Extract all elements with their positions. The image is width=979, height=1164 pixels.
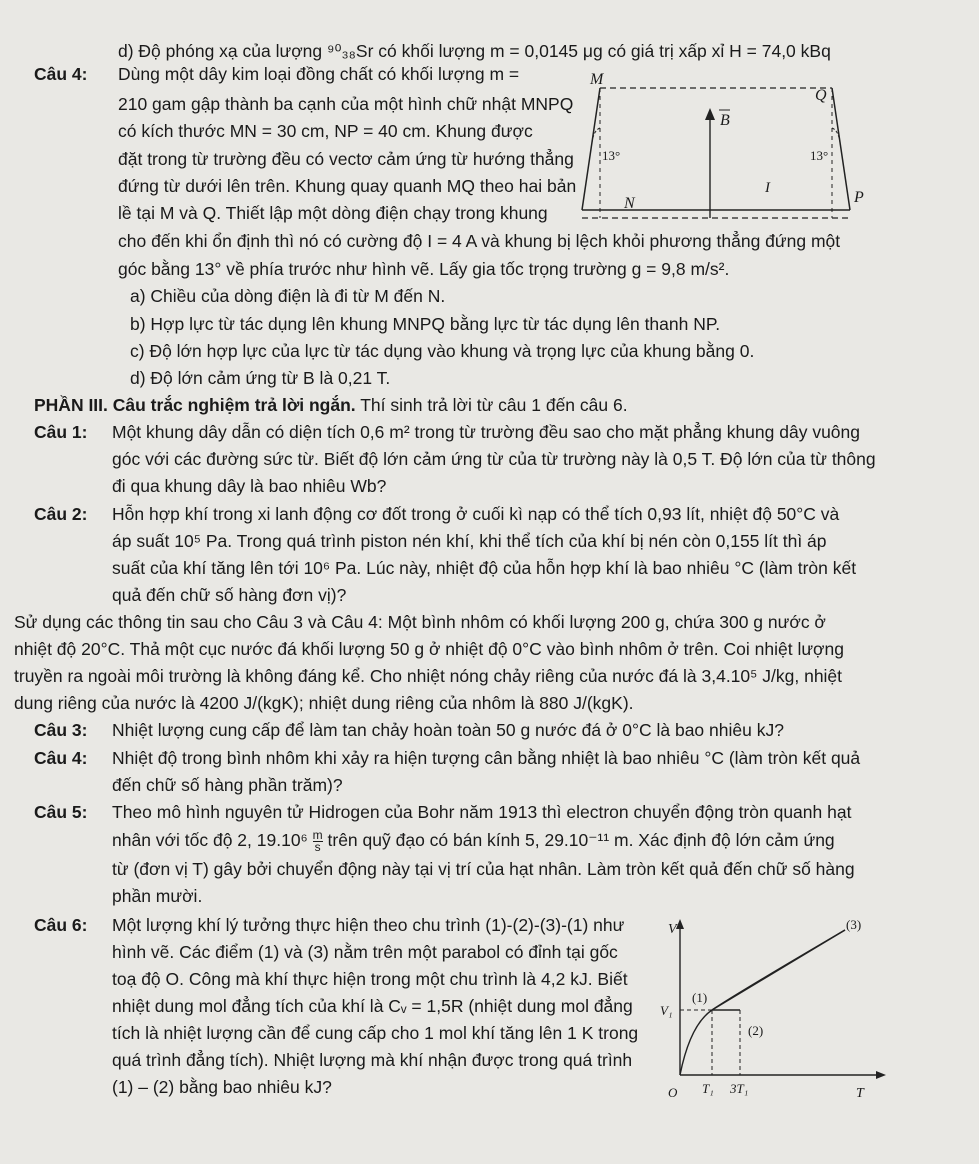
label-N: N: [624, 195, 635, 212]
q4-line-8: góc bằng 13° về phía trước như hình vẽ. Lấy gia tốc trọng trường g = 9,8 m/s².: [118, 259, 730, 279]
angle-right: 13°: [810, 148, 829, 163]
label-T: T: [856, 1086, 864, 1101]
p3q6-line-7: (1) – (2) bằng bao nhiêu kJ?: [112, 1077, 332, 1097]
q4-line-1: Dùng một dây kim loại đồng chất có khối lượng m =: [118, 64, 520, 84]
shared-info-line-4: dung riêng của nước là 4200 J/(kgK); nhiệt dung riêng của nhôm là 880 J/(kgK).: [14, 693, 634, 713]
frame-side-pq: [832, 88, 850, 210]
label-M: M: [590, 71, 604, 88]
p3q6-line-4: nhiệt dung mol đẳng tích của khí là Cᵥ = 1,5R (nhiệt dung mol đẳng: [112, 996, 633, 1016]
p3q6-line-6: quá trình đẳng tích). Nhiệt lượng mà khí nhận được trong quá trình: [112, 1050, 633, 1070]
unit-den: s: [314, 839, 321, 854]
p3q5-line-2: [112, 829, 835, 853]
label-P: P: [854, 189, 864, 206]
p3q1-line-2: góc với các đường sức từ. Biết độ lớn cảm ứng từ của từ trường này là 0,5 T. Độ lớn của từ thông: [112, 449, 876, 469]
p3q4-label: Câu 4:: [34, 748, 88, 768]
label-Q: Q: [815, 87, 827, 104]
q4-line-2: 210 gam gập thành ba cạnh của một hình chữ nhật MNPQ: [118, 94, 574, 114]
unit-fraction: [312, 827, 323, 854]
p3q6-line-5: tích là nhiệt lượng cần để cung cấp cho 1 mol khí tăng lên 1 K trong: [112, 1023, 639, 1043]
point-1-label: (1): [692, 990, 708, 1005]
label-O: O: [668, 1085, 678, 1100]
p3q1-line-1: Một khung dây dẫn có diện tích 0,6 m² trong từ trường đều sao cho mặt phẳng khung dây vuông: [112, 422, 861, 442]
part3-heading: [34, 394, 628, 416]
p3q5-line-3: từ (đơn vị T) gây bởi chuyển động này tại vị trí của hạt nhân. Làm tròn kết quả đến chữ số hàng: [112, 859, 855, 879]
label-3T1: 3T₁: [730, 1081, 749, 1096]
part3-subtitle: Thí sinh trả lời từ câu 1 đến câu 6.: [355, 395, 628, 415]
p3q5-radius: trên quỹ đạo có bán kính 5, 29.10⁻¹¹ m. Xác định độ lớn cảm ứng: [322, 830, 835, 850]
p3q1-line-3: đi qua khung dây là bao nhiêu Wb?: [112, 476, 387, 496]
p3q5-speed: nhân với tốc độ 2, 19.10⁶: [112, 830, 308, 850]
label-I: I: [765, 180, 770, 196]
p3q2-label: Câu 2:: [34, 504, 88, 524]
p3q1-label: Câu 1:: [34, 422, 88, 442]
unit-num: m: [312, 827, 323, 842]
q4-line-3: có kích thước MN = 30 cm, NP = 40 cm. Khung được: [118, 121, 533, 141]
segment-3-1: [712, 930, 845, 1010]
p3q4-line-2: đến chữ số hàng phần trăm)?: [112, 775, 343, 795]
p3q5-label: Câu 5:: [34, 802, 88, 822]
p3q2-line-1: Hỗn hợp khí trong xi lanh động cơ đốt trong ở cuối kì nạp có thể tích 0,93 lít, nhiệt độ 50°C và: [112, 504, 840, 524]
p3q6-line-3: toạ độ O. Công mà khí thực hiện trong một chu trình là 4,2 kJ. Biết: [112, 969, 628, 989]
q4-prev-option-d: d) Độ phóng xạ của lượng ⁹⁰₃₈Sr có khối lượng m = 0,0145 μg có giá trị xấp xỉ H = 74,0 kBq: [118, 41, 831, 61]
p3q3-line-1: Nhiệt lượng cung cấp để làm tan chảy hoàn toàn 50 g nước đá ở 0°C là bao nhiêu kJ?: [112, 720, 784, 740]
q4-label: Câu 4:: [34, 64, 88, 84]
b-field-arrowhead: [705, 108, 715, 120]
q4-option-c: c) Độ lớn hợp lực của lực từ tác dụng vào khung và trọng lực của khung bằng 0.: [130, 341, 755, 361]
p3q5-line-4: phần mười.: [112, 886, 203, 906]
label-V1: V₁: [660, 1003, 673, 1018]
frame-side-mn: [582, 88, 600, 210]
shared-info-line-3: truyền ra ngoài môi trường là không đáng kể. Cho nhiệt nóng chảy riêng của nước đá là 3,4.10⁵ J/kg, nhiệt: [14, 666, 843, 686]
p3q2-line-2: áp suất 10⁵ Pa. Trong quá trình piston nén khí, khi thể tích của khí bị nén còn 0,155 lít thì áp: [112, 531, 827, 551]
vt-graph: [660, 915, 890, 1105]
q4-line-7: cho đến khi ổn định thì nó có cường độ I = 4 A và khung bị lệch khỏi phương thẳng đứng một: [118, 231, 841, 251]
shared-info-line-1: Sử dụng các thông tin sau cho Câu 3 và Câu 4: Một bình nhôm có khối lượng 200 g, chứa 300 g nước ở: [14, 612, 826, 632]
frame-figure: [570, 70, 890, 230]
p3q2-line-4: quả đến chữ số hàng đơn vị)?: [112, 585, 347, 605]
p3q2-line-3: suất của khí tăng lên tới 10⁶ Pa. Lúc này, nhiệt độ của hỗn hợp khí là bao nhiêu °C (làm tròn kết: [112, 558, 857, 578]
shared-info-line-2: nhiệt độ 20°C. Thả một cục nước đá khối lượng 50 g ở nhiệt độ 0°C vào bình nhôm ở trên. Coi nhiệt lượng: [14, 639, 844, 659]
q4-line-4: đặt trong từ trường đều có vectơ cảm ứng từ hướng thẳng: [118, 149, 574, 169]
p3q5-line-1: Theo mô hình nguyên tử Hidrogen của Bohr năm 1913 thì electron chuyển động tròn quanh hạt: [112, 802, 852, 822]
p3q3-label: Câu 3:: [34, 720, 88, 740]
p3q6-label: Câu 6:: [34, 915, 88, 935]
q4-line-5: đứng từ dưới lên trên. Khung quay quanh MQ theo hai bản: [118, 176, 577, 196]
label-V: V: [668, 922, 677, 937]
q4-option-b: b) Hợp lực từ tác dụng lên khung MNPQ bằng lực từ tác dụng lên thanh NP.: [130, 314, 721, 334]
q4-option-d: d) Độ lớn cảm ứng từ B là 0,21 T.: [130, 368, 391, 388]
p3q4-line-1: Nhiệt độ trong bình nhôm khi xảy ra hiện tượng cân bằng nhiệt là bao nhiêu °C (làm tròn kết quả: [112, 748, 861, 768]
q4-option-a: a) Chiều của dòng điện là đi từ M đến N.: [130, 286, 446, 306]
label-B: B: [720, 112, 730, 129]
q4-line-6: lề tại M và Q. Thiết lập một dòng điện chạy trong khung: [118, 203, 548, 223]
p3q6-line-1: Một lượng khí lý tưởng thực hiện theo chu trình (1)-(2)-(3)-(1) như: [112, 915, 625, 935]
p3q6-line-2: hình vẽ. Các điểm (1) và (3) nằm trên một parabol có đỉnh tại gốc: [112, 942, 618, 962]
label-T1: T₁: [702, 1081, 714, 1096]
point-2-label: (2): [748, 1023, 764, 1038]
point-3-label: (3): [846, 917, 862, 932]
angle-left: 13°: [602, 148, 621, 163]
part3-title: PHẦN III. Câu trắc nghiệm trả lời ngắn.: [34, 395, 356, 415]
